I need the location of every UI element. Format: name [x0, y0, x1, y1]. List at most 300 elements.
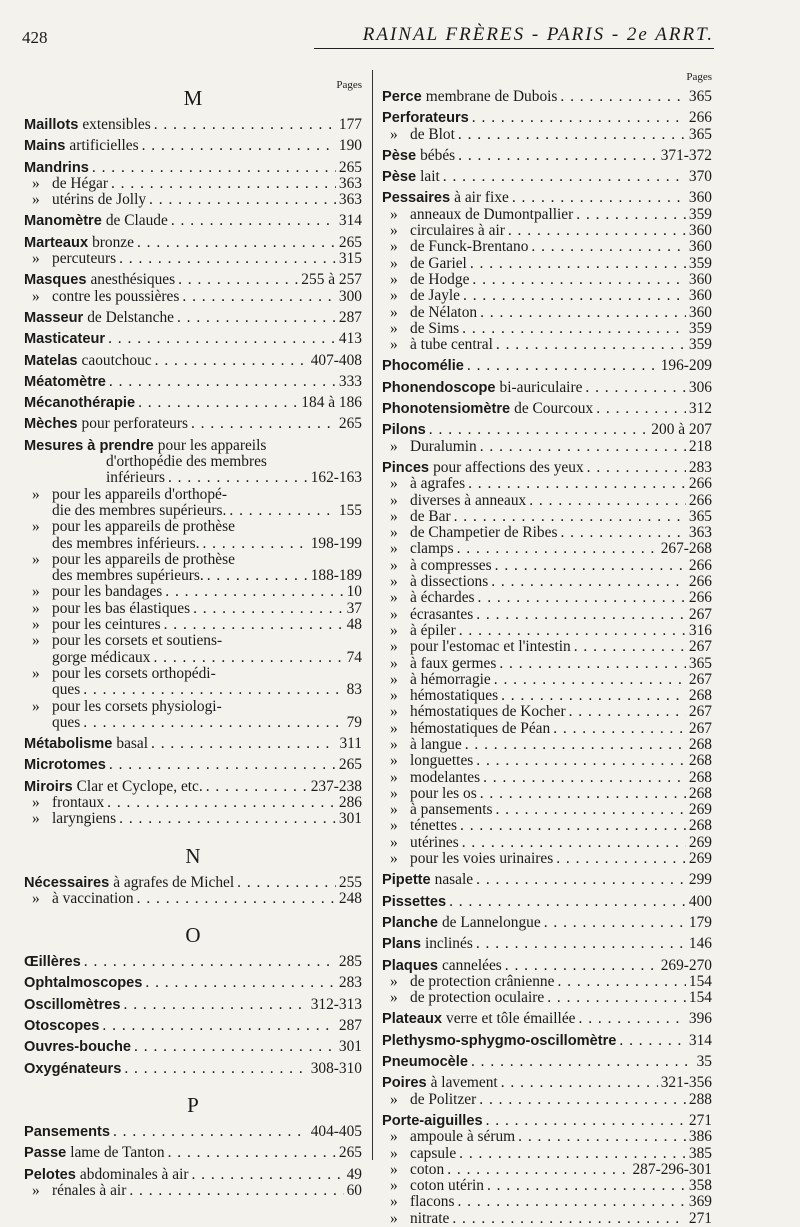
index-entry	[24, 552, 362, 568]
dot-leader	[84, 954, 336, 970]
entry-description: à épiler	[410, 621, 456, 639]
dot-leader	[553, 721, 686, 737]
index-entry	[382, 558, 712, 574]
ditto-mark: »	[32, 664, 40, 682]
index-entry	[24, 811, 362, 827]
entry-pages: 269	[688, 801, 712, 819]
column-divider	[372, 70, 373, 1160]
entry-pages: 268	[688, 735, 712, 753]
ditto-mark: »	[390, 654, 398, 672]
entry-pages: 266	[688, 491, 712, 509]
page-number: 428	[22, 28, 48, 47]
entry-continuation: des membres supérieurs.	[52, 567, 204, 585]
left-column	[24, 70, 362, 1199]
ditto-mark: »	[390, 1090, 398, 1108]
index-entry	[382, 256, 712, 272]
dot-leader	[237, 875, 336, 891]
dot-leader	[501, 688, 686, 704]
index-entry	[382, 380, 712, 396]
entry-description: Clar et Cyclope, etc.	[76, 777, 203, 795]
dot-leader	[177, 310, 336, 326]
dot-leader	[153, 650, 343, 666]
entry-pages: 359	[688, 205, 712, 223]
entry-headword: Oxygénateurs	[24, 1060, 122, 1077]
dot-leader	[458, 148, 658, 164]
ditto-mark: »	[390, 1160, 398, 1178]
entry-description: coton	[410, 1160, 445, 1178]
entry-pages: 360	[688, 189, 712, 207]
index-entry	[24, 374, 362, 390]
index-entry	[382, 894, 712, 910]
ditto-mark: »	[390, 303, 398, 321]
entry-pages: 360	[688, 287, 712, 305]
dot-leader	[443, 169, 686, 185]
entry-pages: 308-310	[310, 1059, 362, 1077]
index-entry	[24, 310, 362, 326]
index-entry	[382, 401, 712, 417]
dot-leader	[576, 207, 686, 223]
entry-pages: 188-189	[310, 567, 362, 585]
entry-description: circulaires à air	[410, 222, 505, 240]
entry-headword: Perce	[382, 89, 422, 105]
entry-continuation: die des membres supérieurs.	[52, 501, 227, 519]
dot-leader	[585, 380, 686, 396]
entry-pages: 35	[696, 1053, 712, 1071]
index-entry	[382, 148, 712, 164]
entry-pages: 360	[688, 270, 712, 288]
index-entry	[382, 753, 712, 769]
entry-pages: 74	[346, 648, 362, 666]
entry-pages: 265	[338, 233, 362, 251]
ditto-mark: »	[390, 254, 398, 272]
entry-pages: 200 à 207	[651, 421, 712, 439]
dot-leader	[137, 235, 336, 251]
dot-leader	[454, 509, 686, 525]
entry-pages: 237-238	[310, 777, 362, 795]
entry-headword: Maillots	[24, 117, 79, 133]
dot-leader	[468, 476, 686, 492]
section-gap	[24, 828, 362, 842]
dot-leader	[83, 715, 343, 731]
ditto-mark: »	[390, 752, 398, 770]
pages-column-label: Pages	[336, 79, 362, 91]
ditto-mark: »	[390, 540, 398, 558]
dot-leader	[480, 305, 686, 321]
entry-headword: Masques	[24, 272, 87, 289]
ditto-mark: »	[390, 437, 398, 455]
ditto-mark: »	[32, 697, 40, 715]
entry-headword: Méatomètre	[24, 373, 106, 390]
entry-headword: Perforateurs	[382, 110, 469, 127]
dot-leader	[495, 802, 685, 818]
entry-description: frontaux	[52, 793, 105, 811]
ditto-mark: »	[32, 287, 40, 305]
entry-description: de Lannelongue	[441, 913, 541, 931]
entry-description: à échardes	[410, 589, 475, 607]
entry-headword: Mesures à prendre	[24, 437, 154, 454]
dot-leader	[178, 272, 298, 288]
entry-pages: 269-270	[660, 956, 712, 974]
index-entry	[24, 736, 362, 752]
entry-pages: 10	[346, 583, 362, 601]
dot-leader	[83, 682, 343, 698]
dot-leader	[544, 915, 686, 931]
ditto-mark: »	[390, 817, 398, 835]
index-entry	[24, 454, 362, 470]
entry-description: capsule	[410, 1144, 457, 1162]
index-entry	[24, 601, 362, 617]
entry-pages: 266	[688, 475, 712, 493]
entry-headword: Planche	[382, 914, 438, 931]
entry-pages: 359	[688, 254, 712, 272]
ditto-mark: »	[390, 989, 398, 1007]
entry-description: diverses à anneaux	[410, 491, 527, 509]
page-header	[22, 22, 714, 50]
dot-leader	[149, 192, 336, 208]
entry-headword: Pissettes	[382, 893, 447, 910]
ditto-mark: »	[390, 972, 398, 990]
entry-pages: 155	[338, 501, 362, 519]
ditto-mark: »	[390, 670, 398, 688]
entry-pages: 359	[688, 319, 712, 337]
index-entry	[382, 525, 712, 541]
entry-pages: 312	[688, 400, 712, 418]
index-entry	[24, 519, 362, 535]
dot-leader	[480, 439, 686, 455]
entry-pages: 179	[688, 913, 712, 931]
dot-leader	[154, 117, 336, 133]
entry-headword: Masseur	[24, 309, 84, 326]
entry-description: longuettes	[410, 752, 474, 770]
dot-leader	[470, 256, 686, 272]
index-entry	[24, 633, 362, 649]
dot-leader	[447, 1162, 629, 1178]
entry-continuation: ques	[52, 681, 81, 699]
entry-pages: 358	[688, 1177, 712, 1195]
ditto-mark: »	[390, 784, 398, 802]
entry-continuation: ques	[52, 713, 81, 731]
dot-leader	[168, 470, 308, 486]
dot-leader	[457, 541, 658, 557]
index-entry	[24, 584, 362, 600]
entry-description: utérins de Jolly	[52, 191, 147, 209]
ditto-mark: »	[32, 485, 40, 503]
index-entry	[24, 289, 362, 305]
entry-pages: 312-313	[310, 995, 362, 1013]
dot-leader	[512, 190, 686, 206]
entry-pages: 268	[688, 687, 712, 705]
entry-headword: Poires	[382, 1075, 427, 1092]
dot-leader	[574, 639, 686, 655]
index-entry	[24, 395, 362, 411]
entry-pages: 370	[688, 168, 712, 186]
section-gap	[24, 907, 362, 921]
entry-description: nitrate	[410, 1209, 450, 1227]
index-entry	[382, 223, 712, 239]
ditto-mark: »	[390, 1177, 398, 1195]
entry-pages: 177	[338, 116, 362, 133]
dot-leader	[191, 416, 336, 432]
entry-pages: 255	[338, 873, 362, 891]
entry-pages: 314	[338, 212, 362, 230]
ditto-mark: »	[390, 205, 398, 223]
entry-pages: 271	[688, 1209, 712, 1227]
entry-description: extensibles	[82, 116, 151, 133]
ditto-mark: »	[32, 889, 40, 907]
pages-column-label: Pages	[686, 71, 712, 83]
entry-description: à compresses	[410, 556, 492, 574]
dot-leader	[556, 851, 686, 867]
ditto-mark: »	[390, 556, 398, 574]
entry-pages: 413	[338, 330, 362, 348]
entry-pages: 288	[688, 1090, 712, 1108]
ditto-mark: »	[390, 621, 398, 639]
entry-headword: Plethysmo-sphygmo-oscillomètre	[382, 1032, 617, 1049]
index-entry	[382, 704, 712, 720]
entry-pages: 287-296-301	[632, 1160, 712, 1178]
entry-description: de Gariel	[410, 254, 467, 272]
entry-description: de Hégar	[52, 174, 108, 192]
ditto-mark: »	[390, 475, 398, 493]
index-entry	[24, 117, 362, 133]
dot-leader	[529, 493, 686, 509]
index-entry	[382, 770, 712, 786]
entry-description: verre et tôle émaillée	[446, 1010, 576, 1028]
dot-leader	[164, 617, 344, 633]
dot-leader	[108, 331, 336, 347]
dot-leader	[206, 779, 308, 795]
section-letter: P	[187, 1092, 199, 1117]
entry-description: de Delstanche	[87, 308, 174, 326]
entry-pages: 184 à 186	[301, 394, 362, 412]
index-entry	[382, 1075, 712, 1091]
index-entry	[24, 138, 362, 154]
ditto-mark: »	[32, 632, 40, 650]
index-entry	[382, 656, 712, 672]
ditto-mark: »	[390, 491, 398, 509]
dot-leader	[569, 704, 686, 720]
entry-description: de Blot	[410, 125, 455, 143]
dot-leader	[137, 891, 336, 907]
entry-description: pour affections des yeux	[433, 458, 584, 476]
index-entry	[382, 1194, 712, 1210]
ditto-mark: »	[390, 768, 398, 786]
entry-pages: 385	[688, 1144, 712, 1162]
entry-description: bébés	[420, 146, 456, 164]
entry-headword: Pipette	[382, 872, 431, 889]
index-entry	[382, 974, 712, 990]
entry-pages: 365	[688, 88, 712, 105]
entry-description: de Jayle	[410, 287, 460, 305]
index-entry	[382, 1211, 712, 1227]
ditto-mark: »	[32, 550, 40, 568]
ditto-mark: »	[390, 719, 398, 737]
entry-description: bi-auriculaire	[499, 378, 583, 396]
index-entry	[24, 251, 362, 267]
entry-pages: 315	[338, 250, 362, 268]
entry-pages: 311	[339, 735, 362, 753]
dot-leader	[491, 574, 686, 590]
entry-description: à langue	[410, 735, 462, 753]
ditto-mark: »	[390, 507, 398, 525]
entry-pages: 360	[688, 222, 712, 240]
ditto-mark: »	[390, 1128, 398, 1146]
index-entry	[24, 795, 362, 811]
index-entry	[382, 958, 712, 974]
dot-leader	[479, 1092, 686, 1108]
index-entry	[382, 623, 712, 639]
entry-description: pour les corsets orthopédi-	[52, 664, 216, 682]
dot-leader	[480, 786, 686, 802]
entry-pages: 83	[346, 681, 362, 699]
index-entry	[382, 737, 712, 753]
entry-pages: 286	[338, 793, 362, 811]
entry-description: inclinés	[424, 935, 473, 953]
dot-leader	[142, 138, 336, 154]
ditto-mark: »	[390, 1193, 398, 1211]
index-entry	[382, 590, 712, 606]
index-entry	[382, 439, 712, 455]
index-entry	[382, 509, 712, 525]
dot-leader	[457, 1194, 685, 1210]
entry-headword: Mécanothérapie	[24, 395, 136, 412]
index-entry	[24, 1039, 362, 1055]
dot-leader	[501, 1075, 658, 1091]
entry-pages: 154	[688, 972, 712, 990]
entry-continuation: inférieurs	[106, 469, 165, 487]
dot-leader	[459, 623, 686, 639]
index-entry	[24, 568, 362, 584]
entry-description: à lavement	[430, 1074, 498, 1092]
dot-leader	[472, 110, 686, 126]
ditto-mark: »	[390, 524, 398, 542]
dot-leader	[547, 990, 686, 1006]
index-entry	[382, 936, 712, 952]
entry-description: rénales à air	[52, 1181, 127, 1199]
index-entry	[24, 1018, 362, 1034]
entry-headword: Nécessaires	[24, 874, 110, 891]
entry-description: anneaux de Dumontpallier	[410, 205, 574, 223]
entry-description: hémostatiques de Péan	[410, 719, 551, 737]
entry-pages: 365	[688, 125, 712, 143]
entry-description: à vaccination	[52, 889, 134, 907]
entry-pages: 365	[688, 654, 712, 672]
entry-description: de Hodge	[410, 270, 470, 288]
index-entry	[382, 321, 712, 337]
dot-leader	[596, 401, 686, 417]
dot-leader	[102, 1018, 335, 1034]
entry-pages: 268	[688, 817, 712, 835]
dot-leader	[134, 1039, 336, 1055]
index-entry	[24, 1183, 362, 1199]
entry-description: Duralumin	[410, 437, 477, 455]
dot-leader	[483, 770, 686, 786]
entry-headword: Pèse	[382, 169, 417, 186]
index-entry	[382, 990, 712, 1006]
entry-headword: Pansements	[24, 1123, 110, 1140]
dot-leader	[476, 872, 686, 888]
entry-description: pour les bandages	[52, 583, 163, 601]
dot-leader	[486, 1113, 686, 1129]
entry-pages: 146	[688, 935, 712, 953]
entry-pages: 154	[688, 989, 712, 1007]
dot-leader	[476, 936, 686, 952]
entry-headword: Mèches	[24, 416, 78, 433]
index-entry	[24, 875, 362, 891]
entry-headword: Oscillomètres	[24, 996, 121, 1013]
entry-description: pour les os	[410, 784, 477, 802]
index-entry	[24, 176, 362, 192]
entry-pages: 365	[688, 507, 712, 525]
entry-pages: 301	[338, 1038, 362, 1056]
entry-headword: Phocomélie	[382, 358, 464, 375]
entry-pages: 300	[338, 287, 362, 305]
ditto-mark: »	[390, 1144, 398, 1162]
entry-description: de Sims	[410, 319, 460, 337]
index-entry	[382, 110, 712, 126]
dot-leader	[462, 321, 686, 337]
entry-description: nasale	[434, 871, 474, 889]
entry-headword: Plateaux	[382, 1011, 443, 1028]
index-entry	[24, 617, 362, 633]
ditto-mark: »	[390, 687, 398, 705]
index-entry	[24, 503, 362, 519]
entry-description: à air fixe	[454, 189, 509, 207]
dot-leader	[109, 374, 336, 390]
entry-description: pour les appareils de prothèse	[52, 550, 235, 568]
entry-description: à agrafes de Michel	[113, 873, 235, 891]
entry-pages: 316	[688, 621, 712, 639]
index-entry	[24, 536, 362, 552]
entry-pages: 196-209	[660, 357, 712, 375]
dot-leader	[478, 590, 686, 606]
ditto-mark: »	[390, 703, 398, 721]
dot-leader	[459, 1146, 686, 1162]
entry-pages: 363	[338, 191, 362, 209]
dot-leader	[229, 503, 336, 519]
entry-pages: 265	[338, 415, 362, 433]
index-entry	[382, 541, 712, 557]
index-entry	[382, 1054, 712, 1070]
entry-headword: Mandrins	[24, 159, 89, 176]
entry-headword: Phonendoscope	[382, 379, 496, 396]
index-entry	[24, 331, 362, 347]
dot-leader	[109, 757, 336, 773]
entry-pages: 267	[688, 638, 712, 656]
entry-headword: Pèse	[382, 147, 417, 164]
dot-leader	[145, 975, 336, 991]
index-entry	[382, 422, 712, 438]
ditto-mark: »	[32, 810, 40, 828]
entry-headword: Porte-aiguilles	[382, 1112, 483, 1129]
entry-pages: 268	[688, 784, 712, 802]
index-entry	[24, 975, 362, 991]
dot-leader	[496, 337, 686, 353]
entry-pages: 79	[346, 713, 362, 731]
index-entry	[24, 650, 362, 666]
entry-headword: Miroirs	[24, 778, 73, 795]
dot-leader	[171, 213, 336, 229]
entry-headword: Marteaux	[24, 234, 89, 251]
entry-description: de Politzer	[410, 1090, 477, 1108]
entry-pages: 407-408	[310, 351, 362, 369]
ditto-mark: »	[390, 735, 398, 753]
section-gap	[24, 1077, 362, 1091]
entry-description: basal	[116, 735, 149, 753]
index-entry	[382, 127, 712, 143]
ditto-mark: »	[390, 801, 398, 819]
ditto-mark: »	[32, 1181, 40, 1199]
